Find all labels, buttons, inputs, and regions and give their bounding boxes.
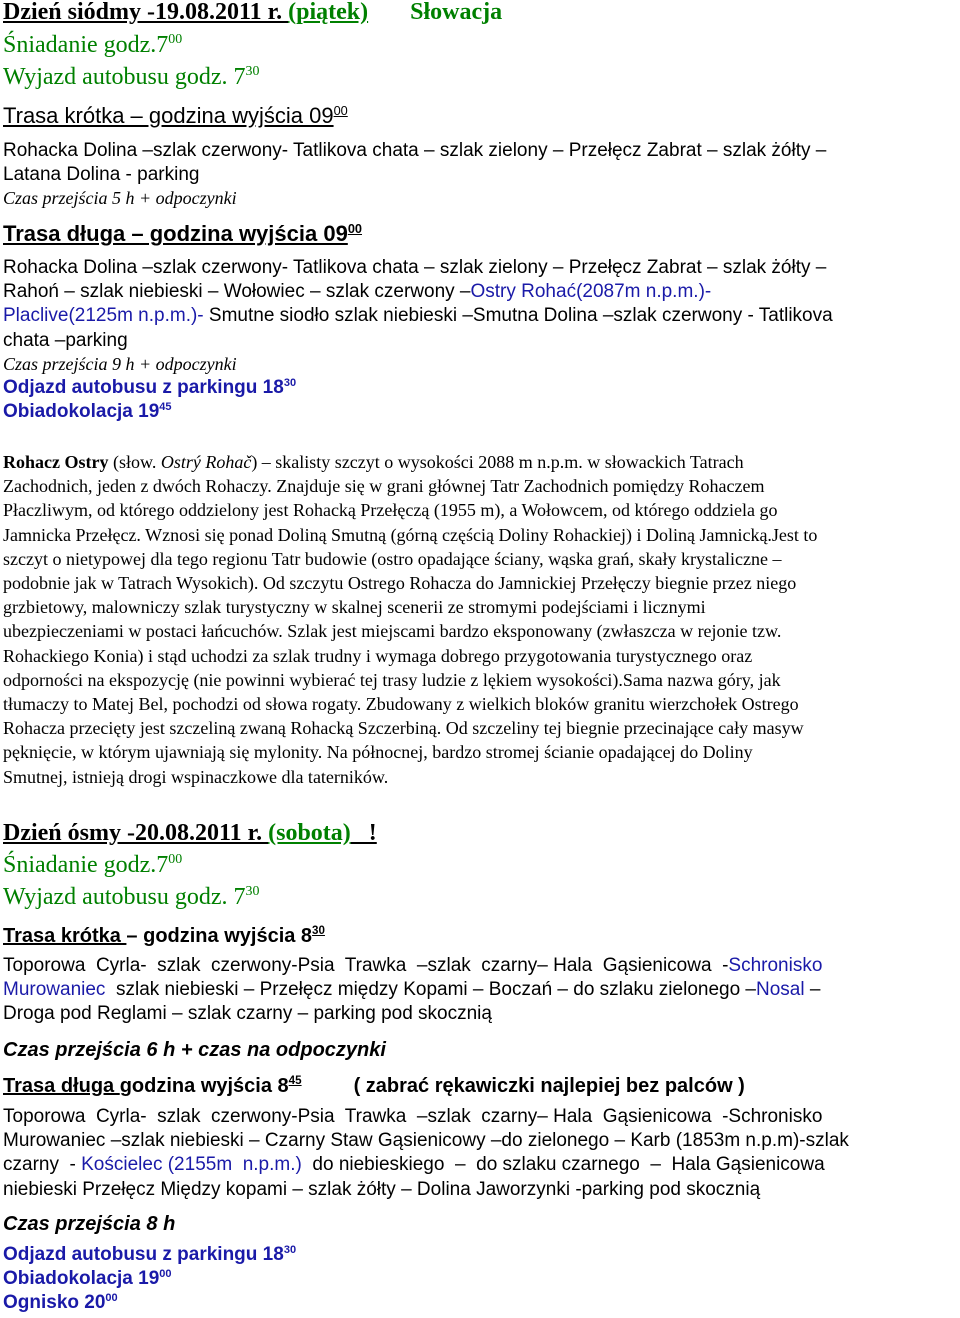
day7-long-time: Czas przejścia 9 h + odpoczynki [3, 354, 237, 374]
link-murowaniec: Murowaniec [3, 979, 106, 1001]
link-ostry-rohac: Ostry Rohać(2087m n.p.m.)- [470, 281, 712, 303]
day8-short-time: Czas przejścia 6 h + czas na odpoczynki [3, 1039, 386, 1061]
day7-short-time: Czas przejścia 5 h + odpoczynki [3, 188, 237, 208]
day7-breakfast: Śniadanie $godz.7^{00}$ [3, 31, 183, 58]
day7-departure: Wyjazd autobusu godz. $7^{30}$ [3, 63, 260, 90]
day7-short-route-text: Rohacka Dolina –szlak czerwony- Tatlikova chata – szlak zielony – Przełęcz Zabrat – szlak żółty – Latana Dolina - parking [3, 140, 827, 186]
day8-bonfire: Ognisko $20^{00}$ [3, 1291, 118, 1313]
day8-title-weekday: (sobota) [268, 820, 351, 846]
day8-dinner: Obiadokolacja $19^{00}$ [3, 1267, 172, 1289]
rohacz-description: Rohacz Ostry (słow. Ostrý Rohač) – skalisty szczyt o wysokości 2088 m n.p.m. w słowackich Tatrach Zachodnich, jeden z dwóch Rohaczy. Znajduje się w grani głównej Tatr Zachodnich pomiędzy Rohaczem Płaczliwym, od którego oddzielony jest Rohacką Przełęczą (1955 m), a Wołowcem, od którego oddziela go Jamnicka Przełęcz. Wznosi się ponad Doliną Smutną (górną częścią Doliny Rohackiej) i Doliną Jamnicką.Jest to szczyt o nietypowej dla tego regionu Tatr budowie (ostro opadające ściany, wąska grań, skały krystaliczne – podobnie jak w Tatrach Wysokich). Od szczytu Ostrego Rohacza do Jamnickiej Przełęczy biegnie przez niego grzbietowy, malowniczy szlak turystyczny w skalnej scenerii ze stromymi podejściami i licznymi ubezpieczeniami w postaci łańcuchów. Szlak jest miejscami bardzo eksponowany (zwłaszcza w rejonie tzw. Rohackiego Konia) i stąd uchodzi za szlak trudny i wymaga dobrego przygotowania turystycznego oraz odporności na ekspozycję (nie powinni wybierać tej trasy ludzie z lękiem wysokości).Sama nazwa góry, jak tłumaczy to Matej Bel, pochodzi od słowa rogaty. Zbudowany z wielkich bloków granitu wierzchołek Ostrego Rohacza przecięty jest szczeliną zwaną Rohacką Szczerbiną. Od szczeliny tej biegnie przecinające cały masyw pęknięcie, w którym ujawniają się mylonity. Na północnej, bardzo stromej ścianie opadającej do Doliny Smutnej, istnieją drogi wspinaczkowe dla taterników. [3, 452, 818, 787]
day7-dinner: Obiadokolacja $19^{45}$ [3, 400, 172, 422]
link-schronisko: Schronisko [728, 955, 823, 976]
day7-long-route-heading: Trasa długa – godzina wyjścia $09^{00}$ [3, 220, 362, 246]
day8-short-route-text: Toporowa Cyrla- szlak czerwony-Psia Trawka –szlak czarny– Hala Gąsienicowa -Schronisko Murowaniec szlak niebieski – Przełęcz między Kopami – Boczań – do szlaku zielonego –Nosal – Droga pod Reglami – szlak czarny – parking pod skocznią [3, 955, 823, 1025]
day7-title-country: Słowacja [410, 0, 503, 25]
day8-title-date: Dzień ósmy -20.08.2011 r. [3, 820, 269, 846]
day8-departure: Wyjazd autobusu godz. $7^{30}$ [3, 883, 260, 910]
link-nosal: Nosal [756, 979, 805, 1001]
day7-short-route-heading: Trasa krótka – godzina wyjścia $09^{00}$ [3, 102, 348, 128]
link-placlive: Placlive(2125m n.p.m.)- [3, 305, 204, 327]
day8-long-route-text: Toporowa Cyrla- szlak czerwony-Psia Trawka –szlak czarny– Hala Gąsienicowa -Schronisko Murowaniec –szlak niebieski – Czarny Staw Gąsienicowy –do zielonego – Karb (1853m n.p.m)-szlak czarny - Kościelec (2155m n.p.m.) do niebieskiego – do szlaku czarnego – Hala Gąsienicowa niebieski Przełęcz Między kopami – szlak żółty – Dolina Jaworzynki -parking pod skocznią [3, 1106, 849, 1200]
day7-title [3, 0, 502, 27]
day8-bus-return: Odjazd autobusu z parkingu $18^{30}$ [3, 1243, 297, 1265]
day7-title-date: Dzień siódmy -19.08.2011 r. [3, 0, 289, 25]
day8-title [3, 818, 377, 848]
day8-breakfast: Śniadanie $godz.7^{00}$ [3, 851, 183, 878]
day8-title-excl: ! [350, 820, 377, 846]
day8-long-heading: Trasa długa godzina wyjścia $8^{45}$ ( zabrać rękawiczki najlepiej bez palców ) [3, 1074, 745, 1097]
day7-bus-return: Odjazd autobusu z parkingu $18^{30}$ [3, 376, 297, 398]
day8-short-heading: Trasa krótka – godzina wyjścia $8^{30}$ [3, 924, 325, 947]
day8-long-time: Czas przejścia 8 h [3, 1213, 176, 1235]
day7-long-route-text: Rohacka Dolina –szlak czerwony- Tatlikova chata – szlak zielony – Przełęcz Zabrat – szlak żółty – Rahoń – szlak niebieski – Wołowiec – szlak czerwony –Ostry Rohać(2087m n.p.m.)- Placlive(2125m n.p.m.)- Smutne siodło szlak niebieski –Smutna Dolina –szlak czerwony - Tatlikova chata –parking [3, 257, 833, 351]
link-koscielec: Kościelec (2155m n.p.m.) [75, 1154, 302, 1176]
day7-title-weekday: (piątek) [288, 0, 369, 25]
